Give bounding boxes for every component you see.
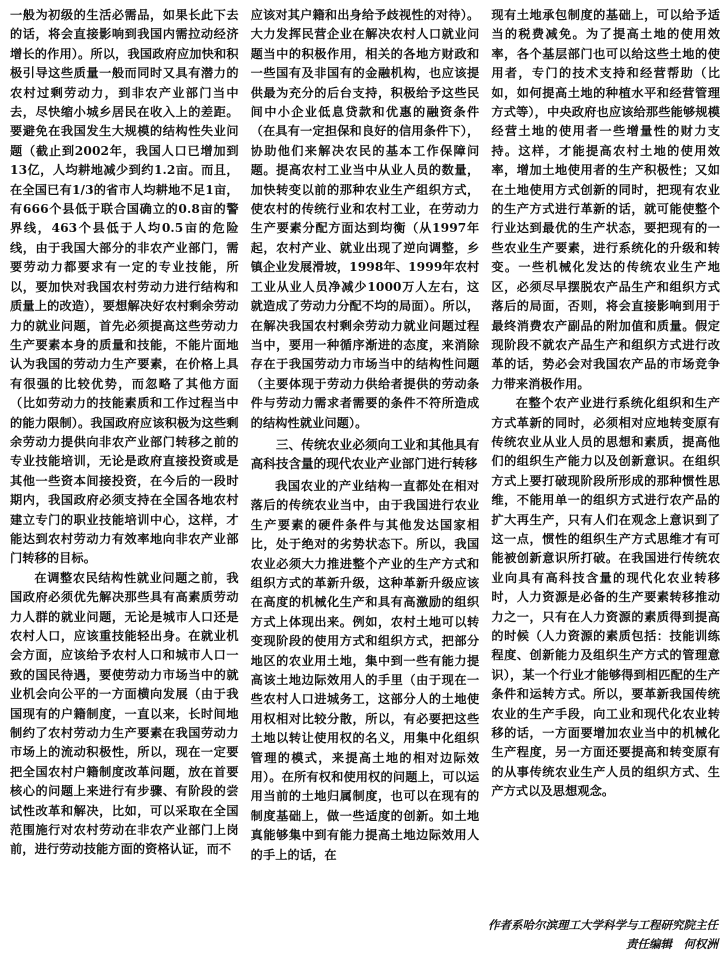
paragraph: 在整个农产业进行系统化组织和生产方式革新的同时，必须相对应地转变原有传统农业从业人员的思想和素质，提高他们的组织生产能力以及创新意识。在组织方式上要打破现阶段所形成的那种惯性思维，不能用单一的组织方式进行农产品的扩大再生产，只有人们在观念上意识到了这一点，惯性的组织生产方式思维才有可能被创新意识所打破。在我国进行传统农业向具有高科技含量的现代化农业转移时，人力资源是必备的生产要素转移推动力之一，只有在人力资源的素质得到提高的时候（人力资源的素质包括：技能训练程度、创新能力及组织生产方式的管理意识），某一个行业才能够得到相匹配的生产条件和运转方式。所以，要革新我国传统农业的生产手段，向工业和现代化农业转移的话，一方面要增加农业当中的机械化生产程度，另一方面还要提高和转变原有的从事传统农业生产人员的组织方式、生产方式以及思想观念。 (491, 396, 721, 799)
author-note: 作者系哈尔滨理工大学科学与工程研究院主任 (488, 918, 718, 932)
paragraph: 现有土地承包制度的基础上，可以给予适当的税费减免。为了提高土地的使用效率，各个基层部门也可以给这些土地的使用者，专门的技术支持和经营帮助（比如，如何提高土地的种植水平和经营管理方式等），中央政府也应该给那些能够规模经营土地的使用者一些增量性的财力支持。这样，才能提高农村土地的使用效率，增加土地使用者的生产积极性；又如在土地使用方式创新的同时，把现有农业的生产方式进行革新的话，就可能使整个行业达到最优的生产状态，要把现有的一些农业生产要素，进行系统化的升级和转变。一些机械化发达的传统农业生产地区，必须尽早摆脱农产品生产和组织方式落后的局面，否则，将会直接影响到用于最终消费农产副品的附加值和质量。假定现阶段不就农产品生产和组织方式进行改革的话，势必会对我国农产品的市场竞争力带来消极作用。 (491, 8, 721, 391)
article-footer (478, 916, 718, 954)
article-columns (10, 6, 720, 906)
paragraph: 一般为初级的生活必需品，如果长此下去的话，将会直接影响到我国内需拉动经济增长的作用）。所以，我国政府应加快和积极引导这些质量一般而同时又具有潜力的农村过剩劳动力，到非农产业部门当中去，尽快缩小城乡居民在收入上的差距。要避免在我国发生大规模的结构性失业问题（截止到2002年，我国人口已增加到13亿，人均耕地减少到约1.2亩。而且，在全国已有1/3的省市人均耕地不足1亩，有666个县低于联合国确立的0.8亩的警界线，463个县低于人均0.5亩的危险线，由于我国大部分的非农产业部门，需要劳动力都要求有一定的专业技能，所以，要加快对我国农村劳动力进行结构和质量上的改造），要想解决好农村剩余劳动力的就业问题，首先必须提高这些劳动力生产要素本身的质量和技能，不能片面地认为我国的劳动力生产要素，在价格上具有很强的比较优势，而忽略了其他方面（比如劳动力的技能素质和工作过程当中的能力限制）。我国政府应该积极为这些剩余劳动力提供向非农产业部门转移之前的专业技能培训，无论是政府直接投资或是其他一些资本间接投资，在今后的一段时期内，我国政府必须支持在全国各地农村建立专门的职业技能培训中心，这样，才能达到农村劳动力有效率地向非农产业部门转移的目标。 (10, 8, 239, 566)
paragraph: 应该对其户籍和出身给予歧视性的对待）。大力发挥民营企业在解决农村人口就业问题当中的积极作用，相关的各地方财政和一些国有及非国有的金融机构，也应该提供最为充分的后台支持，积极给予这些民间中小企业低息贷款和优惠的融资条件（在具有一定担保和良好的信用条件下），协助他们来解决农民的基本工作保障问题。提高农村工业当中从业人员的数量，加快转变以前的那种农业生产组织方式，使农村的传统行业和农村工业，在劳动力生产要素分配方面达到均衡（从1997年起，农村产业、就业出现了逆向调整，乡镇企业发展滑坡，1998年、1999年农村工业从业人员净减少1000万人左右，这就造成了劳动力分配不均的局面）。所以，在解决我国农村剩余劳动力就业问题过程当中，要用一种循序渐进的态度，来消除存在于我国劳动力市场当中的结构性问题（主要体现于劳动力供给者提供的劳动条件与劳动力需求者需要的条件不符所造成的结构性就业问题）。 (250, 8, 480, 430)
paragraph: 我国农业的产业结构一直都处在相对落后的传统农业当中，由于我国进行农业生产要素的硬件条件与其他发达国家相比，处于绝对的劣势状态下。所以，我国农业必须大力推进整个产业的生产方式和组织方式的革新升级，这种革新升级应该在高度的机械化生产和具有高激励的组织方式上体现出来。例如，农村土地可以转变现阶段的使用方式和组织方式，把部分地区的农业用土地，集中到一些有能力提高该土地边际效用人的手里（由于现在一些农村人口进城务工，这部分人的土地使用权相对比较分散，所以，有必要把这些土地以转让使用权的名义，用集中化组织管理的模式，来提高土地的相对边际效用）。在所有权和使用权的问题上，可以运用当前的土地归属制度，也可以在现有的制度基础上，做一些适度的创新。如土地真能够集中到有能力提高土地边际效用人的手上的话，在 (250, 478, 480, 862)
editor-note: 责任编辑 何权洲 (626, 937, 718, 951)
paragraph: 在调整农民结构性就业问题之前，我国政府必须优先解决那些具有高素质劳动力人群的就业问题，无论是城市人口还是农村人口，应该重技能轻出身。在就业机会方面，应该给予农村人口和城市人口一致的国民待遇，要使劳动力市场当中的就业机会向公平的一方面横向发展（由于我国现有的户籍制度，一直以来，长时间地制约了农村劳动力生产要素在我国劳动力市场上的流动积极性，所以，现在一定要把全国农村户籍制度改革问题，放在首要核心的问题上来进行有步骤、有阶段的尝试性改革和解决，比如，可以采取在全国范围施行对农村劳动在非农产业部门上岗前，进行劳动技能方面的资格认证，而不 (10, 570, 239, 857)
column-2 (251, 6, 480, 906)
column-1 (10, 6, 239, 906)
section-heading: 三、传统农业必须向工业和其他具有高科技含量的现代农业产业部门进行转移 (250, 436, 480, 471)
column-3 (491, 6, 720, 906)
